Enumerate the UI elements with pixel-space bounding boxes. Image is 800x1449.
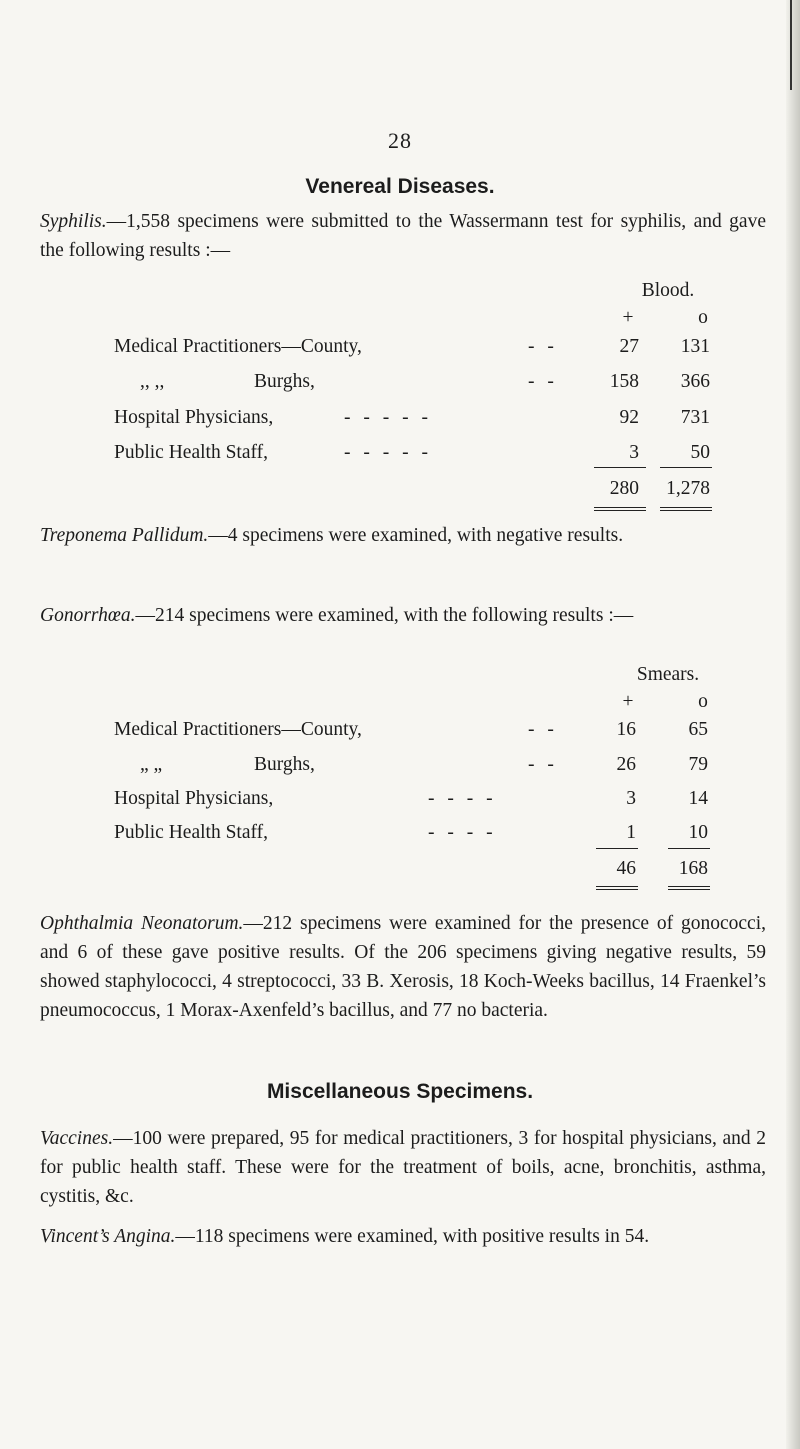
table-row (0, 336, 800, 364)
gonorrhoea-text: —214 specimens were examined, with the following results :— (135, 605, 634, 626)
column-negative-header: o (698, 307, 708, 328)
row-leader-dashes: - - - - (428, 822, 497, 843)
vaccines-term: Vaccines. (40, 1128, 114, 1149)
gonorrhoea-paragraph (40, 601, 766, 630)
row-label: Hospital Physicians, (114, 407, 274, 428)
row-leader-dashes: - - - - - (344, 442, 432, 463)
row-negative-value: 131 (680, 336, 710, 357)
total-row (0, 478, 800, 506)
page-edge-line (790, 0, 792, 90)
row-positive-value: 92 (619, 407, 639, 428)
gonorrhoea-term: Gonorrhœa. (40, 605, 136, 626)
table-row (0, 719, 800, 747)
row-positive-value: 3 (629, 442, 639, 463)
row-leader-dashes: - - (528, 754, 558, 775)
row-label: Public Health Staff, (114, 442, 268, 463)
page-number: 28 (388, 128, 412, 153)
table-row (0, 371, 800, 399)
vaccines-paragraph (40, 1124, 766, 1211)
row-negative-value: 50 (690, 442, 710, 463)
syphilis-term: Syphilis. (40, 211, 107, 232)
row-label: Burghs, (254, 754, 315, 775)
ophthalmia-paragraph (40, 909, 766, 1025)
treponema-text: —4 specimens were examined, with negative results. (208, 525, 624, 546)
row-positive-value: 27 (619, 336, 639, 357)
treponema-term: Treponema Pallidum. (40, 525, 209, 546)
table-row (0, 754, 800, 782)
row-leader-dashes: - - (528, 719, 558, 740)
row-negative-value: 366 (680, 371, 710, 392)
sum-rule (668, 848, 710, 849)
row-negative-value: 79 (688, 754, 708, 775)
total-row (0, 858, 800, 886)
syphilis-paragraph (40, 207, 766, 265)
row-positive-value: 3 (626, 788, 636, 809)
syphilis-text: —1,558 specimens were submitted to the Wassermann test for syphilis, and gave the following results :— (40, 211, 766, 261)
row-label: Hospital Physicians, (114, 788, 274, 809)
row-leader-dashes: - - - - - (344, 407, 432, 428)
total-double-rule (668, 886, 710, 890)
row-leader-dashes: - - (528, 371, 558, 392)
table-row (0, 407, 800, 435)
row-leader-dashes: - - (528, 336, 558, 357)
vincent-term: Vincent’s Angina. (40, 1226, 176, 1247)
row-ditto-marks: „ „ (140, 754, 163, 775)
total-double-rule (596, 886, 638, 890)
table-row (0, 822, 800, 850)
row-leader-dashes: - - - - (428, 788, 497, 809)
ophthalmia-text: —212 specimens were examined for the presence of gonococci, and 6 of these gave positive results. Of the 206 specimens giving negative results, 59 showed staphylococci, 4 streptococci, 33 B. Xerosis, 18 Koch-Weeks bacillus, 14 Fraenkel’s pneumococcus, 1 Morax-Axenfeld’s bacillus, and 77 no bacteria. (40, 913, 766, 1021)
row-negative-value: 65 (688, 719, 708, 740)
column-positive-header: + (622, 307, 634, 328)
treponema-paragraph (40, 521, 766, 550)
column-negative-header: o (698, 691, 708, 712)
total-negative-value: 1,278 (666, 478, 710, 499)
row-label: Medical Practitioners—County, (114, 336, 362, 357)
row-negative-value: 14 (688, 788, 708, 809)
total-double-rule (660, 507, 712, 511)
total-negative-value: 168 (678, 858, 708, 879)
row-ditto-marks: ,, ,, (140, 371, 165, 392)
section-heading-venereal: Venereal Diseases. (305, 175, 495, 198)
table-row (0, 442, 800, 470)
row-label: Burghs, (254, 371, 315, 392)
column-positive-header: + (622, 691, 634, 712)
row-negative-value: 731 (680, 407, 710, 428)
table-row (0, 788, 800, 816)
sum-rule (594, 467, 646, 468)
vincent-text: —118 specimens were examined, with positive results in 54. (175, 1226, 650, 1247)
ophthalmia-term: Ophthalmia Neonatorum. (40, 913, 244, 934)
vincent-paragraph (40, 1222, 766, 1251)
table-group-header: Blood. (641, 280, 695, 301)
row-label: Medical Practitioners—County, (114, 719, 362, 740)
row-positive-value: 1 (626, 822, 636, 843)
total-positive-value: 46 (616, 858, 636, 879)
row-positive-value: 158 (609, 371, 639, 392)
sum-rule (660, 467, 712, 468)
total-positive-value: 280 (609, 478, 639, 499)
vaccines-text: —100 were prepared, 95 for medical practitioners, 3 for hospital physicians, and 2 for public health staff. These were for the treatment of boils, acne, bronchitis, asthma, cystitis, &c. (40, 1128, 766, 1207)
total-double-rule (594, 507, 646, 511)
sum-rule (596, 848, 638, 849)
row-positive-value: 26 (616, 754, 636, 775)
row-label: Public Health Staff, (114, 822, 268, 843)
row-negative-value: 10 (688, 822, 708, 843)
section-heading-miscellaneous: Miscellaneous Specimens. (266, 1080, 534, 1103)
table-group-header: Smears. (636, 664, 700, 685)
row-positive-value: 16 (616, 719, 636, 740)
